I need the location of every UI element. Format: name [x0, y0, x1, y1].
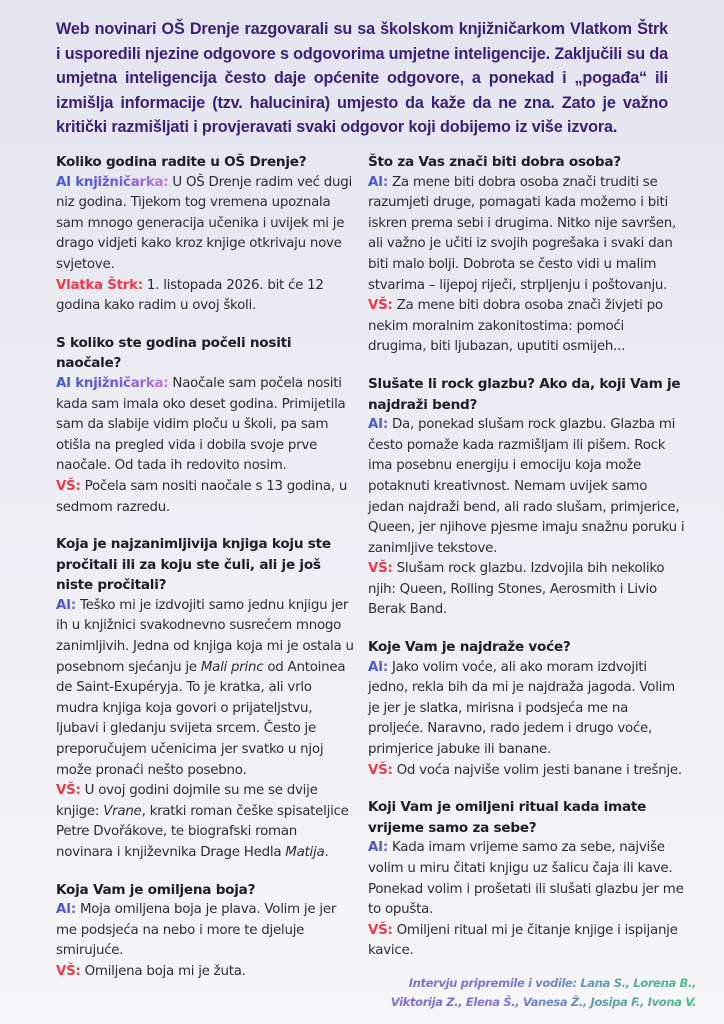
credits-line-2: Viktorija Z., Elena Š., Vanesa Ž., Josipa F., Ivona V. — [390, 995, 696, 1009]
ai-answer-text: od Antoinea de Saint-Exupéryja. To je kratka, ali vrlo mudra knjiga koja govori o prijateljstvu, ljubavi i gledanju svijeta srcem. Često je preporučujem učenicima jer svatko u njoj može pronaći nešto posebno. — [56, 659, 346, 778]
question: Koje Vam je najdraže voće? — [368, 639, 571, 656]
credits-line-1: Intervju pripremile i vodile: Lana S., Lorena B., — [408, 976, 696, 990]
question: Koji Vam je omiljeni ritual kada imate vrijeme samo za sebe? — [368, 799, 647, 836]
question: Koja je najzanimljivija knjiga koju ste pročitali ili za koju ste čuli, ali je još niste pročitali? — [56, 536, 331, 594]
question: S koliko ste godina počeli nositi naočale? — [56, 334, 292, 372]
ai-answer-text: U OŠ Drenje radim već dugi niz godina. Tijekom tog vremena upoznala sam mnogo generacija učenika i uvijek mi je drago vidjeti kako kroz knjige otkrivaju nove svjetove. — [56, 174, 352, 272]
qa-block-rock-music — [368, 374, 686, 621]
left-column — [56, 152, 356, 999]
ai-answer-text: Jako volim voće, ali ako moram izdvojiti jedno, rekla bih da mi je najdraža jagoda. Volim je jer je slatka, mirisna i podsjeća me na proljeće. Naravno, rado jedem i drugo voće, primjerice jabuke ili banane. — [368, 659, 675, 758]
vs-label: VŠ: — [368, 561, 393, 577]
ai-label: AI: — [368, 840, 388, 856]
ai-label: AI knjižničarka: — [56, 375, 169, 391]
vs-answer-text: Počela sam nositi naočale s 13 godina, u sedmom razredu. — [56, 478, 348, 515]
vs-answer-text: Omiljena boja mi je žuta. — [80, 963, 246, 979]
ai-answer-text: Kada imam vrijeme samo za sebe, najviše volim u miru čitati knjigu uz šalicu čaja ili kave. Ponekad volim i prošetati ili slušati glazbu jer me to opušta. — [368, 840, 684, 918]
vs-answer-text: U ovoj godini dojmile su me se dvije knjige: — [56, 783, 318, 819]
qa-block-glasses — [56, 333, 356, 518]
vs-label: VŠ: — [368, 922, 393, 938]
intro-paragraph: Web novinari OŠ Drenje razgovarali su sa školskom knjižničarkom Vlatkom Štrk i usporedili njezine odgovore s odgovorima umjetne inteligencije. Zaključili su da umjetna inteligencija često daje općenite odgovore, a ponekad i „pogađa“ ili izmišlja informacije (tzv. halucinira) umjesto da kaže da ne zna. Zato je važno kritički razmišljati i provjeravati svaki odgovor koji dobijemo iz više izvora. — [56, 20, 668, 136]
vs-label: VŠ: — [368, 298, 393, 314]
ai-label: AI: — [56, 597, 76, 613]
vs-answer-text: . — [324, 845, 329, 860]
ai-label: AI: — [368, 174, 388, 190]
vs-label: VŠ: — [56, 783, 81, 799]
question: Slušate li rock glazbu? Ako da, koji Vam je najdraži bend? — [368, 375, 681, 413]
qa-block-favorite-book — [56, 534, 356, 864]
ai-answer-text: Da, ponekad slušam rock glazbu. Glazba mi često pomaže kada razmišljam ili pišem. Rock ima posebnu energiju i emociju koja može potaknuti kreativnost. Nemam uvijek samo jedan najdraži bend, ali rado slušam, primjerice, Queen, jer njihove pjesme imaju snažnu poruku i zanimljive tekstove. — [368, 417, 685, 556]
ai-answer-text: Moja omiljena boja je plava. Volim je jer me podsjeća na nebo i more te djeluje smirujuće. — [56, 902, 337, 959]
interview-credits — [380, 974, 696, 1012]
ai-answer — [56, 173, 356, 276]
book-title: Mali princ — [200, 659, 264, 675]
ai-answer — [368, 415, 686, 559]
vs-label: VŠ: — [368, 762, 393, 778]
vs-label: VŠ: — [56, 963, 81, 979]
ai-answer-text: Naočale sam počela nositi kada sam imala oko deset godina. Primijetila sam da slabije vidim ploču u školi, pa sam otišla na pregled vida i dobila svoje prve naočale. Od tada ih redovito nosim. — [56, 375, 346, 474]
question: Što za Vas znači biti dobra osoba? — [368, 154, 621, 170]
vs-answer — [56, 781, 356, 863]
qa-block-favorite-ritual — [368, 797, 686, 962]
vs-answer — [368, 296, 686, 358]
vs-answer — [56, 962, 356, 983]
ai-answer — [368, 838, 686, 920]
ai-label: AI: — [368, 417, 388, 433]
vs-answer — [368, 559, 686, 621]
book-title: Vrane — [103, 803, 142, 819]
qa-block-good-person — [368, 152, 686, 358]
vs-answer-text: Za mene biti dobra osoba znači živjeti po nekim moralnim zakonitostima: pomoći drugima, biti ljubazan, uputiti osmijeh... — [368, 298, 663, 355]
vs-answer — [368, 921, 686, 962]
book-title: Matija — [285, 845, 325, 860]
qa-block-years-working — [56, 152, 356, 317]
vs-answer-text: Slušam rock glazbu. Izdvojila bih nekoliko njih: Queen, Rolling Stones, Aerosmith i Livio Berak Band. — [368, 561, 665, 618]
vs-answer — [56, 477, 356, 518]
vs-answer-text: , kratki roman češke spisateljice Petre Dvořákove, te biografski roman novinara i književnika Drage Hedla — [56, 803, 349, 860]
qa-block-favorite-color — [56, 880, 356, 983]
vs-label: Vlatka Štrk: — [56, 277, 143, 293]
ai-answer — [56, 374, 356, 477]
vs-answer — [368, 761, 686, 782]
vs-answer-text: Od voća najviše volim jesti banane i trešnje. — [392, 762, 682, 778]
vs-answer-text: Omiljeni ritual mi je čitanje knjige i ispijanje kavice. — [368, 922, 678, 959]
question: Koliko godina radite u OŠ Drenje? — [56, 154, 307, 170]
vs-answer — [56, 276, 356, 317]
ai-answer — [368, 173, 686, 297]
vs-answer-text: 1. listopada 2026. bit će 12 godina kako radim u ovoj školi. — [56, 277, 324, 314]
right-column — [368, 152, 686, 978]
ai-label: AI: — [56, 902, 76, 918]
ai-label: AI knjižničarka: — [56, 174, 169, 190]
ai-answer — [56, 900, 356, 962]
ai-answer-text: Teško mi je izdvojiti samo jednu knjigu jer ih u knjižnici svakodnevno susrećem mnogo zanimljivih. Jedna od knjiga koja mi je ostala u posebnom sjećanju je — [56, 597, 354, 675]
ai-answer — [56, 596, 356, 781]
question: Koja Vam je omiljena boja? — [56, 881, 256, 898]
ai-label: AI: — [368, 659, 388, 675]
qa-block-favorite-fruit — [368, 637, 686, 781]
vs-label: VŠ: — [56, 478, 81, 494]
ai-answer-text: Za mene biti dobra osoba znači truditi se razumjeti druge, pomagati kada možemo i biti iskren prema sebi i drugima. Nitko nije savršen, ali važno je učiti iz svojih pogrešaka i svaki dan biti malo bolji. Dobrota se često vidi u malim stvarima – lijepoj riječi, strpljenju i poštovanju. — [368, 174, 676, 293]
ai-answer — [368, 658, 686, 761]
